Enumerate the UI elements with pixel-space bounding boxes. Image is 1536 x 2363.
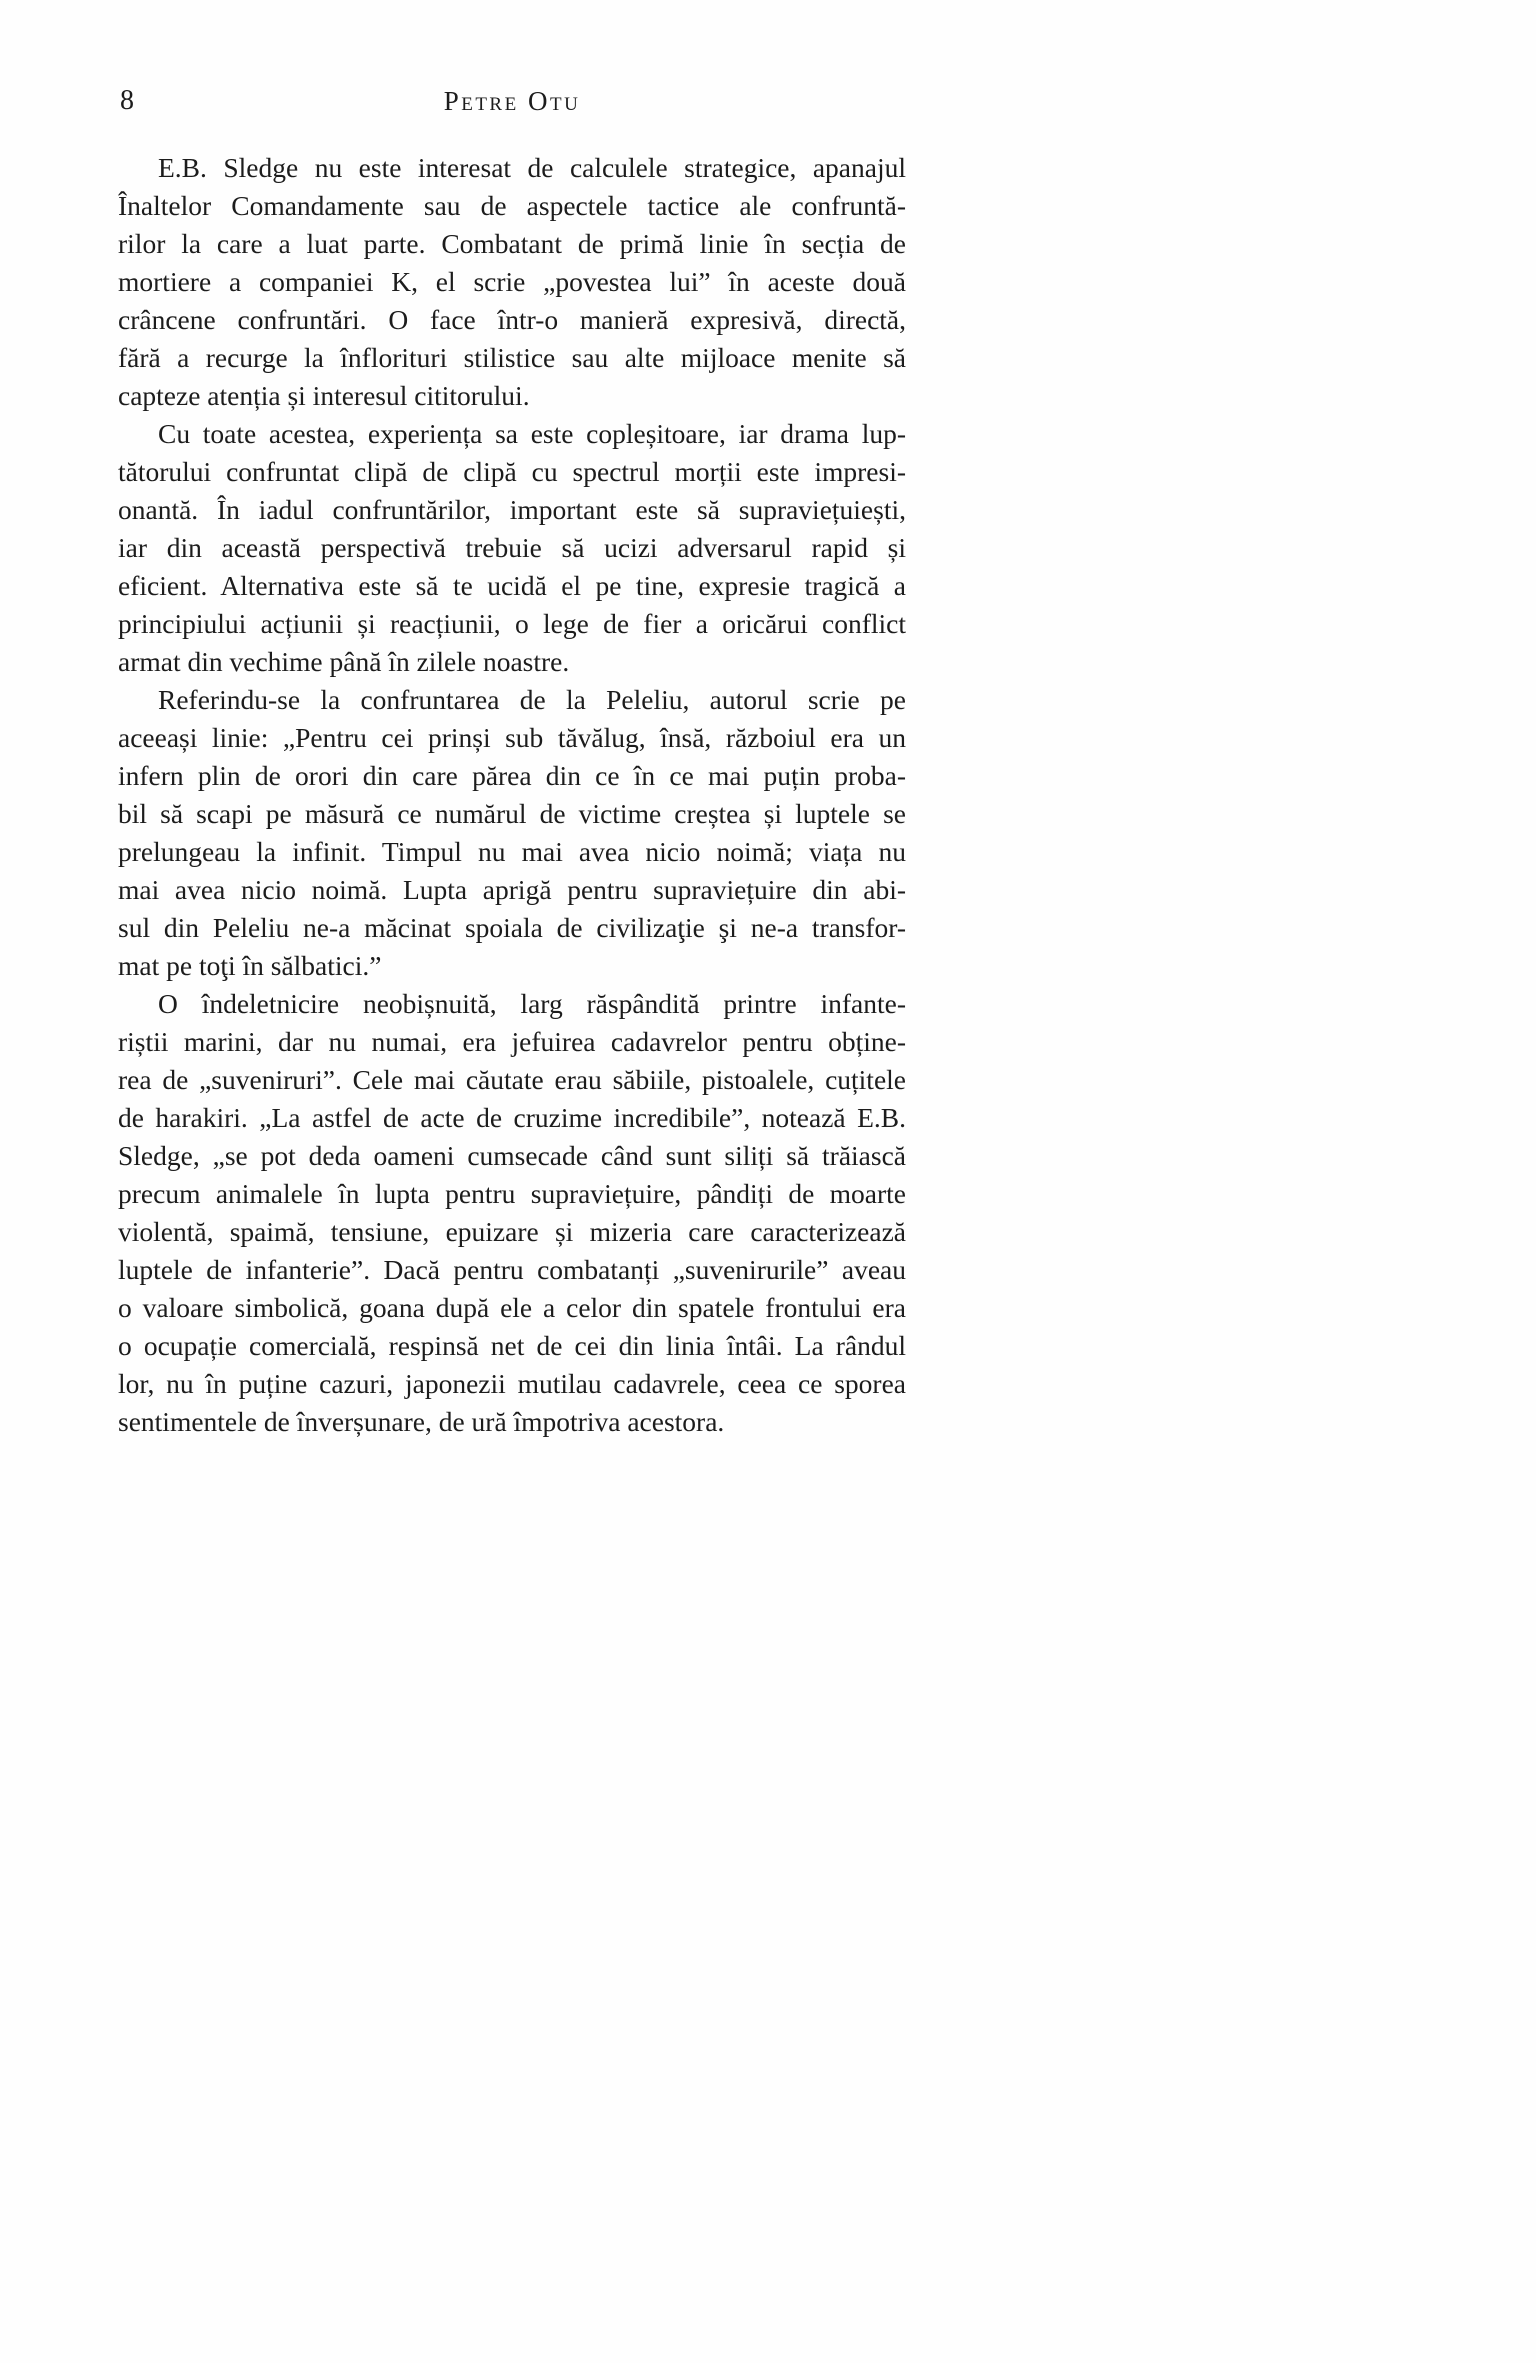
text-line: Sledge, „se pot deda oameni cumsecade când sunt siliți să trăiască (118, 1140, 906, 1171)
text-line: Înaltelor Comandamente sau de aspectele tactice ale confruntă- (118, 190, 906, 221)
text-line: capteze atenția și interesul cititorului. (118, 380, 530, 411)
text-line: o valoare simbolică, goana după ele a celor din spatele frontului era (118, 1292, 906, 1323)
text-line: sentimentele de înverșunare, de ură împotriva acestora. (118, 1406, 725, 1437)
text-line: rilor la care a luat parte. Combatant de primă linie în secția de (118, 228, 906, 259)
paragraph (118, 985, 906, 1441)
text-line: Referindu-se la confruntarea de la Peleliu, autorul scrie pe (158, 684, 906, 715)
text-line: precum animalele în lupta pentru supraviețuire, pândiți de moarte (118, 1178, 906, 1209)
text-line: O îndeletnicire neobișnuită, larg răspândită printre infante- (158, 988, 906, 1019)
text-line: E.B. Sledge nu este interesat de calculele strategice, apanajul (158, 152, 906, 183)
text-line: armat din vechime până în zilele noastre. (118, 646, 570, 677)
text-line: onantă. În iadul confruntărilor, important este să supraviețuiești, (118, 494, 906, 525)
text-line: tătorului confruntat clipă de clipă cu spectrul morții este impresi- (118, 456, 906, 487)
text-line: principiului acțiunii și reacțiunii, o lege de fier a oricărui conflict (118, 608, 906, 639)
paragraph (118, 681, 906, 985)
text-line: violentă, spaimă, tensiune, epuizare și mizeria care caracterizează (118, 1216, 906, 1247)
text-line: crâncene confruntări. O face într-o manieră expresivă, directă, (118, 304, 906, 335)
text-line: aceeași linie: „Pentru cei prinși sub tăvălug, însă, războiul era un (118, 722, 906, 753)
text-line: eficient. Alternativa este să te ucidă el pe tine, expresie tragică a (118, 570, 906, 601)
text-line: infern plin de orori din care părea din ce în ce mai puțin proba- (118, 760, 906, 791)
text-block (118, 149, 906, 1441)
text-line: iar din această perspectivă trebuie să ucizi adversarul rapid și (118, 532, 906, 563)
text-line: fără a recurge la înflorituri stilistice sau alte mijloace menite să (118, 342, 906, 373)
text-line: de harakiri. „La astfel de acte de cruzime incredibile”, notează E.B. (118, 1102, 906, 1133)
running-header: Petre Otu (443, 86, 581, 116)
page-number: 8 (120, 85, 134, 116)
page-header (118, 84, 906, 120)
text-line: prelungeau la infinit. Timpul nu mai avea nicio noimă; viața nu (118, 836, 906, 867)
text-line: Cu toate acestea, experiența sa este copleșitoare, iar drama lup- (158, 418, 906, 449)
paragraph (118, 415, 906, 681)
text-line: lor, nu în puține cazuri, japonezii mutilau cadavrele, ceea ce sporea (118, 1368, 906, 1399)
text-line: mortiere a companiei K, el scrie „povestea lui” în aceste două (118, 266, 906, 297)
paragraph (118, 149, 906, 415)
text-line: rea de „suveniruri”. Cele mai căutate erau săbiile, pistoalele, cuțitele (118, 1064, 906, 1095)
text-line: luptele de infanterie”. Dacă pentru combatanți „suvenirurile” aveau (118, 1254, 906, 1285)
text-line: sul din Peleliu ne-a măcinat spoiala de civilizaţie şi ne-a transfor- (118, 912, 906, 943)
text-line: o ocupație comercială, respinsă net de cei din linia întâi. La rândul (118, 1330, 906, 1361)
text-line: mat pe toţi în sălbatici.” (118, 950, 382, 981)
text-line: bil să scapi pe măsură ce numărul de victime creștea și luptele se (118, 798, 906, 829)
text-line: riștii marini, dar nu numai, era jefuirea cadavrelor pentru obține- (118, 1026, 906, 1057)
text-line: mai avea nicio noimă. Lupta aprigă pentru supraviețuire din abi- (118, 874, 906, 905)
